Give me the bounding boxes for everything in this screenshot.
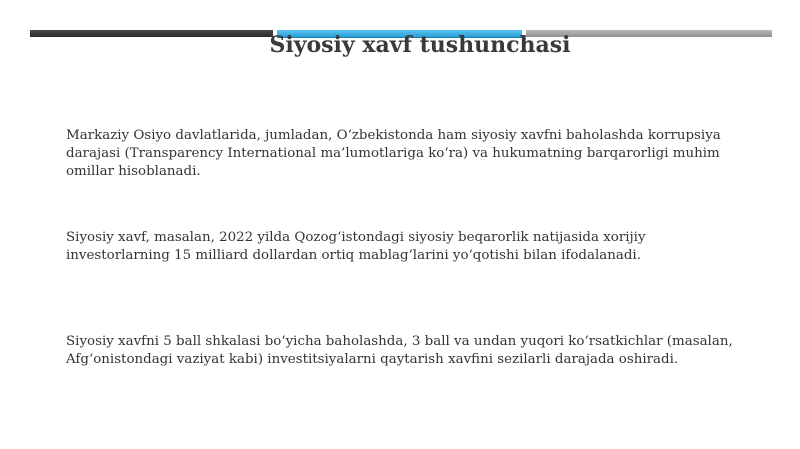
slide-paragraph-3: Siyosiy xavfni 5 ball shkalasi bo‘yicha baholashda, 3 ball va undan yuqori ko‘rsatkichlar (masalan, Afg‘onistondagi vaziyat kabi) investitsiyalarni qaytarish xavfini sezilarli darajada oshiradi. (66, 334, 733, 367)
slide-title: Siyosiy xavf tushunchasi (269, 32, 571, 58)
slide-paragraph-1: Markaziy Osiyo davlatlarida, jumladan, O‘zbekistonda ham siyosiy xavfni baholashda korrupsiya darajasi (Transparency International ma’lumotlariga ko‘ra) va hukumatning barqarorligi muhim omillar hisoblanadi. (66, 128, 721, 179)
slide-paragraph-2: Siyosiy xavf, masalan, 2022 yilda Qozog‘istondagi siyosiy beqarorlik natijasida xorijiy investorlarning 15 milliard dollardan ortiq mablag‘larini yo‘qotishi bilan ifodalanadi. (66, 230, 646, 263)
